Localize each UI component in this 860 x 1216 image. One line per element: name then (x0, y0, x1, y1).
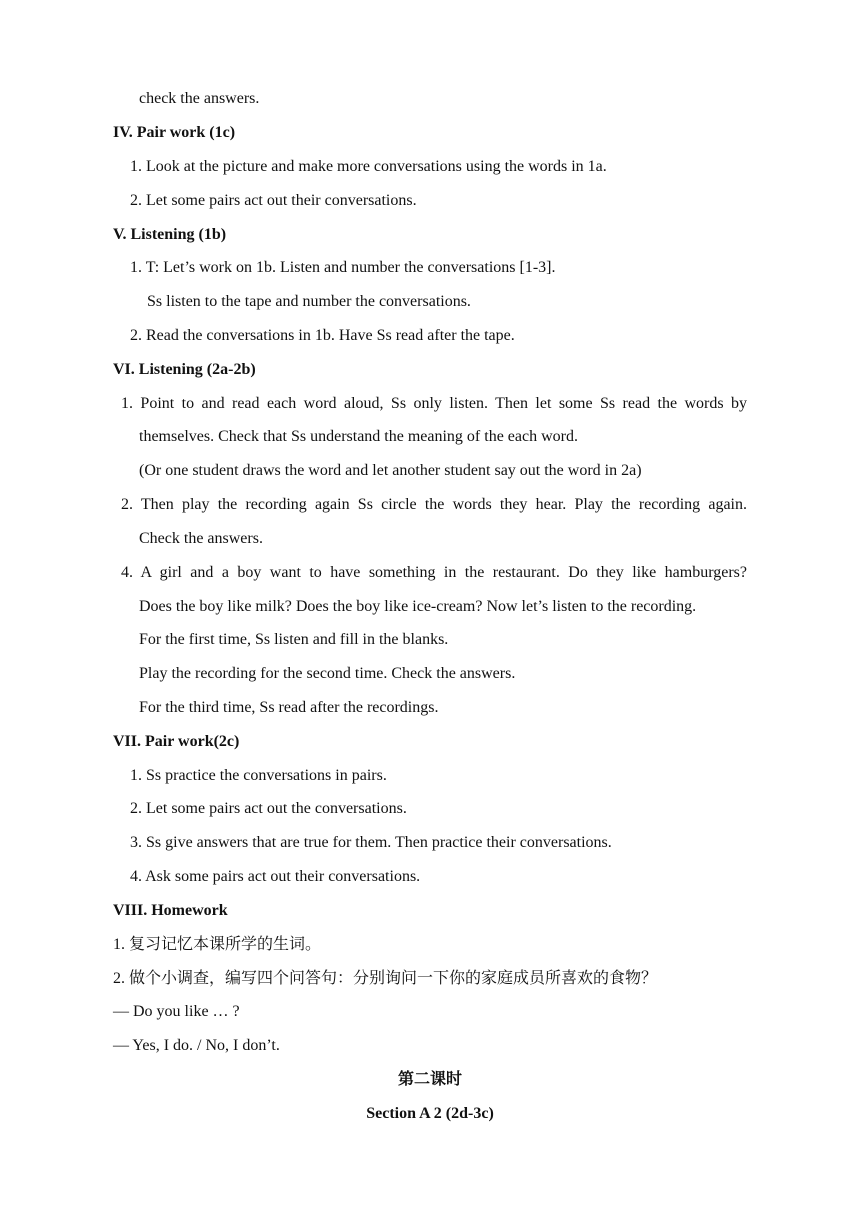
text-line: Does the boy like milk? Does the boy like ice-cream? Now let’s listen to the recording. (139, 598, 697, 615)
text-line: 1. Point to and read each word aloud, Ss only listen. Then let some Ss read the words by (121, 395, 747, 412)
text-line: Ss listen to the tape and number the conversations. (147, 293, 471, 310)
text-line: 2. Then play the recording again Ss circle the words they hear. Play the recording again. (121, 496, 747, 513)
text-line: 2. Let some pairs act out the conversations. (130, 800, 407, 817)
section-heading-listening-1b: V. Listening (1b) (113, 226, 227, 243)
text-line: 4. Ask some pairs act out their conversations. (130, 868, 421, 885)
text-line: (Or one student draws the word and let another student say out the word in 2a) (139, 462, 642, 479)
text-line: — Do you like … ? (113, 1003, 240, 1020)
section-heading-pair-work-2c: VII. Pair work(2c) (113, 733, 240, 750)
text-line: For the first time, Ss listen and fill in the blanks. (139, 631, 449, 648)
text-line: 1. 复习记忆本课所学的生词。 (113, 936, 322, 953)
text-line: 1. T: Let’s work on 1b. Listen and number the conversations [1-3]. (130, 259, 556, 276)
text-line: Check the answers. (139, 530, 263, 547)
text-line: — Yes, I do. / No, I don’t. (113, 1037, 280, 1054)
text-line: 4. A girl and a boy want to have something in the restaurant. Do they like hamburgers? (121, 564, 747, 581)
section-heading-pair-work-1c: IV. Pair work (1c) (113, 124, 236, 141)
text-line: 2. 做个小调查，编写四个问答句：分别询问一下你的家庭成员所喜欢的食物？ (113, 970, 658, 987)
section-title: Section A 2 (2d-3c) (366, 1105, 494, 1122)
text-line: For the third time, Ss read after the recordings. (139, 699, 439, 716)
text-line: 1. Look at the picture and make more conversations using the words in 1a. (130, 158, 607, 175)
text-line: themselves. Check that Ss understand the meaning of the each word. (139, 428, 578, 445)
text-line: 2. Read the conversations in 1b. Have Ss read after the tape. (130, 327, 515, 344)
text-line: check the answers. (139, 90, 260, 107)
section-heading-listening-2a-2b: VI. Listening (2a-2b) (113, 361, 256, 378)
section-heading-homework: VIII. Homework (113, 902, 228, 919)
text-line: 1. Ss practice the conversations in pairs. (130, 767, 387, 784)
text-line: 3. Ss give answers that are true for them. Then practice their conversations. (130, 834, 612, 851)
text-line: 2. Let some pairs act out their conversations. (130, 192, 417, 209)
text-line: Play the recording for the second time. Check the answers. (139, 665, 516, 682)
lesson-title: 第二课时 (397, 1071, 462, 1088)
